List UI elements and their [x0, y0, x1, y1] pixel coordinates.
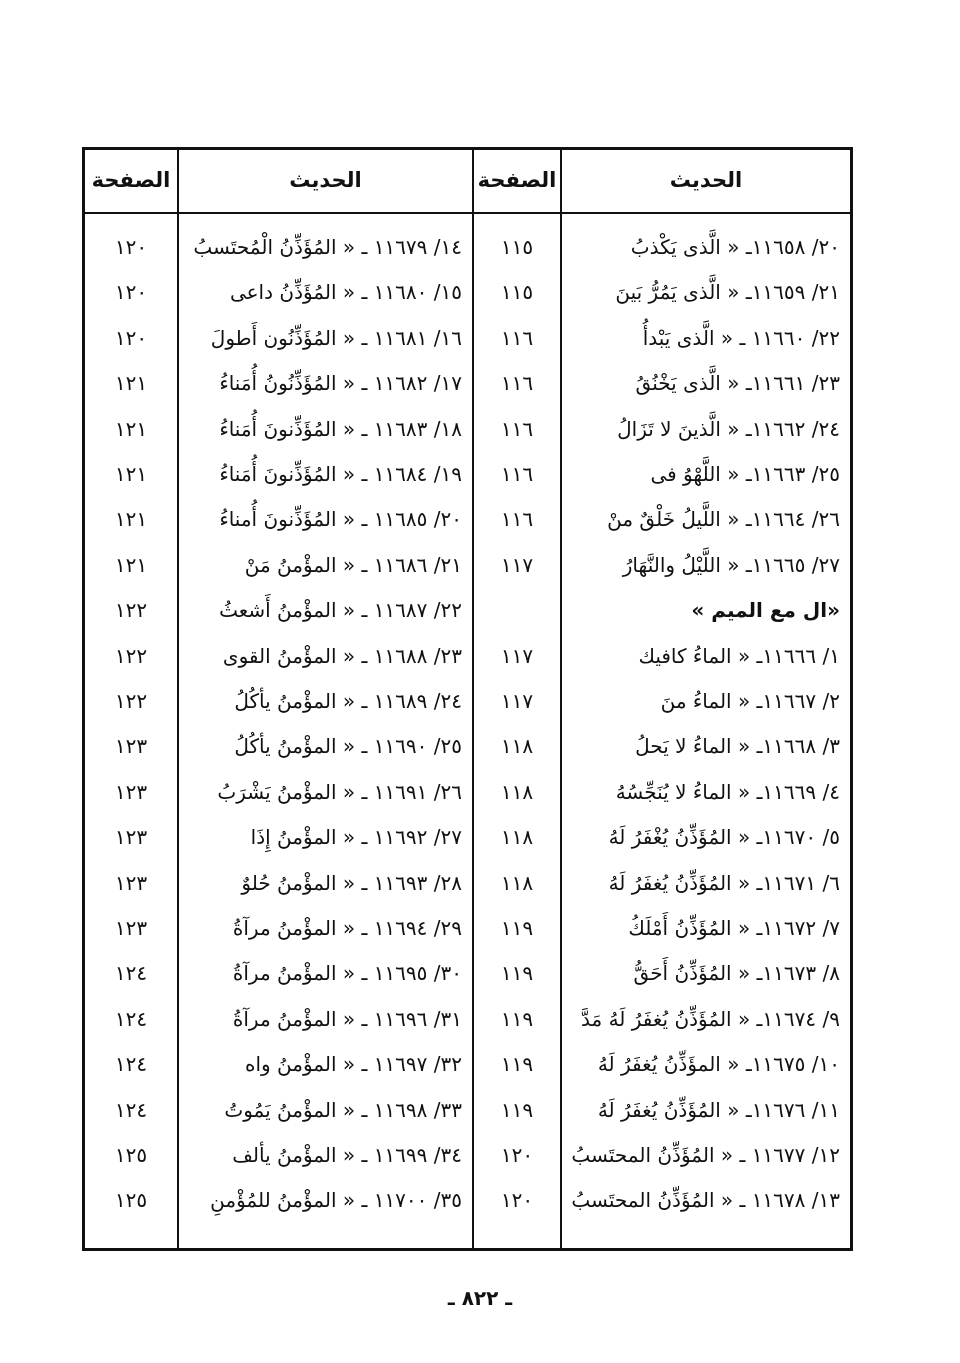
hadith-entry: ٢٨/ ١١٦٩٣ ـ « المؤْمنُ حُلوٌ — [241, 870, 462, 895]
table-row — [85, 678, 850, 724]
page-ref: ١٢٠ — [500, 1188, 534, 1213]
page-ref: ١٢٢ — [114, 689, 148, 713]
hadith-entry: ١٧/ ١١٦٨٢ ـ « المُؤَذِّنُونُ أُمَناءُ — [219, 371, 462, 396]
index-table — [82, 147, 853, 1251]
page-ref: ١٢٠ — [500, 1143, 534, 1167]
hadith-entry: ١٤/ ١١٦٧٩ ـ « المُؤَذِّنُ الْمُحتَسبُ — [193, 235, 462, 259]
table-row — [85, 996, 850, 1042]
hadith-entry: ٢/ ١١٦٦٧ـ « الماءُ منَ — [660, 689, 840, 713]
page-ref: ١١٦ — [500, 507, 534, 532]
hadith-entry: ٩/ ١١٦٧٤ـ « المُؤَذِّنُ يُغفَرُ لَهُ مَدَّ — [581, 1006, 840, 1031]
hadith-entry: ٣٥/ ١١٧٠٠ ـ « المؤْمنُ للمُؤْمنِ — [210, 1188, 462, 1213]
hadith-entry: ٣٢/ ١١٦٩٧ ـ « المؤْمنُ واه — [244, 1052, 462, 1077]
hadith-entry: ٢٦/ ١١٦٩١ ـ « المؤْمنُ يَشْرَبُ — [217, 779, 462, 804]
table-row — [85, 1177, 850, 1223]
page-ref: ١١٨ — [500, 734, 534, 759]
page-ref: ١١٩ — [500, 1097, 534, 1122]
hadith-entry: ٢٧/ ١١٦٦٥ـ « اللَّيْلُ والنَّهَارُ — [622, 552, 840, 577]
page-ref: ١١٧ — [500, 552, 534, 577]
hadith-entry: ١/ ١١٦٦٦ـ « الماءُ كافيك — [638, 643, 840, 668]
hadith-entry: ٤/ ١١٦٦٩ـ « الماءُ لا يُنَجِّسُهُ — [615, 779, 840, 804]
table-row — [85, 587, 850, 633]
page-ref: ١٢٣ — [114, 734, 148, 759]
page-ref: ١٢٠ — [114, 325, 148, 350]
page-ref: ١٢٤ — [114, 1006, 148, 1031]
page-ref — [474, 587, 560, 633]
page-ref: ١١٥ — [500, 280, 534, 305]
page-ref: ١٢١ — [114, 371, 148, 396]
page-ref: ١٢٣ — [114, 779, 148, 804]
header-rule — [85, 212, 850, 214]
page-ref: ١٢٣ — [114, 870, 148, 895]
table-row — [85, 315, 850, 361]
hadith-entry: ٢٣/ ١١٦٨٨ ـ « المؤْمنُ القوى — [222, 643, 462, 668]
table-row — [85, 269, 850, 315]
hadith-entry: ٣/ ١١٦٦٨ـ « الماءُ لا يَحلُ — [635, 734, 840, 759]
hadith-entry: ١٨/ ١١٦٨٣ ـ « المُؤَذِّنونَ أُمَناءُ — [219, 416, 462, 441]
table-row — [85, 360, 850, 406]
hadith-entry: ١٦/ ١١٦٨١ ـ « المُؤَذِّنُون أَطولَ — [210, 325, 462, 350]
header-left-hadith: الحديث — [289, 168, 362, 192]
page-ref: ١١٧ — [500, 643, 534, 668]
hadith-entry: ١١/ ١١٦٧٦ـ « المُؤَذِّنُ يُغفَرُ لَهُ — [597, 1097, 840, 1122]
page-ref: ١١٦ — [500, 371, 534, 396]
table-row — [85, 224, 850, 270]
table-row — [85, 451, 850, 497]
hadith-entry: ٢٧/ ١١٦٩٢ ـ « المؤْمنُ إِذَا — [250, 825, 462, 850]
page-ref: ١١٨ — [500, 825, 534, 850]
page-ref: ١١٥ — [500, 235, 534, 259]
hadith-entry: ١٣/ ١١٦٧٨ ـ « المُؤَذِّنُ المحتَسبُ — [571, 1188, 840, 1213]
header-left-page: الصفحة — [91, 168, 171, 192]
hadith-entry: ٣٤/ ١١٦٩٩ ـ « المؤْمنُ يألف — [232, 1143, 462, 1167]
page-ref: ١١٧ — [500, 689, 534, 713]
hadith-entry: ٢١/ ١١٦٨٦ ـ « المؤْمنُ مَنْ — [244, 552, 462, 577]
page-ref: ١٢٢ — [114, 598, 148, 623]
page-ref: ١٢١ — [114, 416, 148, 441]
hadith-entry: ٢٣/ ١١٦٦١ـ « الَّذى يَخْنُقُ — [635, 371, 840, 396]
table-row — [85, 496, 850, 542]
table-row — [85, 769, 850, 815]
table-row — [85, 1132, 850, 1178]
page-ref: ١٢٣ — [114, 916, 148, 940]
hadith-entry: ٦/ ١١٦٧١ـ « المُؤَذِّنُ يُغفَرُ لَهُ — [608, 870, 840, 895]
page-ref: ١٢١ — [114, 552, 148, 577]
page-ref: ١٢٠ — [114, 280, 148, 305]
page-ref: ١١٦ — [500, 416, 534, 441]
table-row — [85, 905, 850, 951]
hadith-entry: ١٠/ ١١٦٧٥ـ « المؤَذِّنُ يُغفَرُ لَهُ — [597, 1052, 840, 1077]
hadith-entry: ٢٢/ ١١٦٨٧ ـ « المؤْمنُ أَشعثُ — [219, 598, 462, 623]
hadith-entry: ٢٥/ ١١٦٩٠ ـ « المؤْمنُ يأكُلُ — [234, 734, 462, 759]
table-row — [85, 723, 850, 769]
hadith-entry: ١٥/ ١١٦٨٠ ـ « المُؤَذِّنُ داعى — [229, 280, 462, 305]
header-right-page: الصفحة — [477, 168, 557, 192]
page-ref: ١١٨ — [500, 870, 534, 895]
table-row — [85, 860, 850, 906]
page-ref: ١٢٢ — [114, 643, 148, 668]
header-right-hadith: الحديث — [669, 168, 743, 192]
hadith-entry: ٢٠/ ١١٦٨٥ ـ « المُؤَذِّنونَ أُمناءُ — [219, 507, 462, 532]
hadith-entry: ٢٤/ ١١٦٦٢ـ « الَّذينَ لا تَزَالُ — [617, 416, 840, 441]
hadith-entry: ٣١/ ١١٦٩٦ ـ « المؤْمنُ مرآةُ — [232, 1006, 462, 1031]
page-ref: ١١٩ — [500, 916, 534, 940]
hadith-entry: ٢٦/ ١١٦٦٤ـ « اللَّيلُ خَلْقٌ منْ — [607, 507, 840, 532]
page-ref: ١٢١ — [114, 462, 148, 486]
table-row — [85, 950, 850, 996]
hadith-entry: ١٢/ ١١٦٧٧ ـ « المُؤَذِّنُ المحتَسبُ — [571, 1143, 840, 1167]
hadith-entry: ٥/ ١١٦٧٠ـ « المُؤَذِّنُ يُغْفَرُ لَهُ — [608, 825, 840, 850]
page-ref: ١٢٣ — [114, 825, 148, 850]
table-row — [85, 1087, 850, 1133]
hadith-entry: ٢٢/ ١١٦٦٠ ـ « الَّذى يَبْدأُ — [642, 325, 840, 350]
hadith-entry: ٣٠/ ١١٦٩٥ ـ « المؤْمنُ مرآةُ — [232, 961, 462, 986]
page-ref: ١١٩ — [500, 1052, 534, 1077]
page-ref: ١١٦ — [500, 462, 534, 486]
hadith-entry: ٢٩/ ١١٦٩٤ ـ « المؤْمنُ مرآةُ — [232, 916, 462, 940]
hadith-entry: ٧/ ١١٦٧٢ـ « المُؤَذِّنُ أَمْلَكُ — [628, 916, 840, 940]
table-row — [85, 542, 850, 588]
page-ref: ١٢٥ — [114, 1143, 148, 1167]
hadith-entry: ٢٠/ ١١٦٥٨ـ « الَّذى يَكْذبُ — [630, 235, 840, 259]
page-ref: ١١٦ — [500, 325, 534, 350]
table-row — [85, 814, 850, 860]
page-ref: ١٢١ — [114, 507, 148, 532]
table-row — [85, 633, 850, 679]
page-ref: ١٢٤ — [114, 1097, 148, 1122]
hadith-entry: ٢١/ ١١٦٥٩ـ « الَّذى يَمُرُّ بَينَ — [615, 280, 840, 305]
page-ref: ١١٨ — [500, 779, 534, 804]
table-row — [85, 1041, 850, 1087]
page-ref: ١١٩ — [500, 1006, 534, 1031]
page-ref: ١٢٥ — [114, 1188, 148, 1213]
page-ref: ١٢٤ — [114, 961, 148, 986]
hadith-entry: ٢٤/ ١١٦٨٩ ـ « المؤْمنُ يأكُلُ — [234, 689, 462, 713]
page-ref: ١١٩ — [500, 961, 534, 986]
hadith-entry: ٢٥/ ١١٦٦٣ـ « اللَّهْوُ فى — [650, 462, 840, 486]
page-ref: ١٢٤ — [114, 1052, 148, 1077]
page-number: ـ ٨٢٢ ـ — [447, 1286, 513, 1310]
hadith-entry: ١٩/ ١١٦٨٤ ـ « المُؤَذِّنونَ أُمَناءُ — [219, 462, 462, 486]
hadith-entry: ٣٣/ ١١٦٩٨ ـ « المؤْمنُ يَمُوتُ — [224, 1097, 462, 1122]
hadith-entry: ٨/ ١١٦٧٣ـ « المُؤَذِّنُ أَحَقُّ — [633, 961, 840, 986]
page-ref: ١٢٠ — [114, 235, 148, 259]
section-heading: «ال مع الميم » — [691, 598, 840, 623]
table-row — [85, 406, 850, 452]
